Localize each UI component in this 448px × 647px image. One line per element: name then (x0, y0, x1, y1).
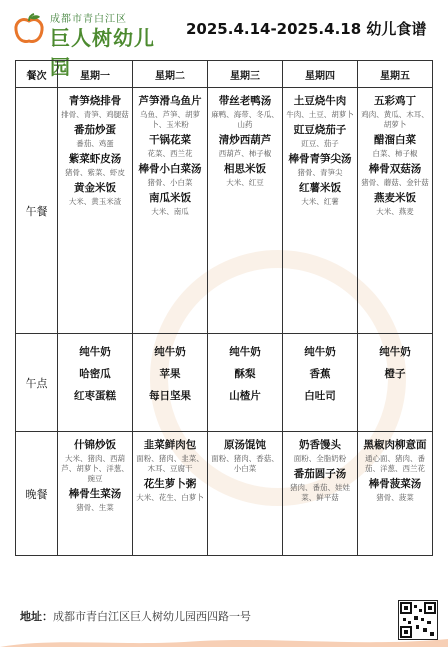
dish-name: 燕麦米饭 (374, 192, 416, 204)
footer (0, 596, 448, 647)
dish-ingredients: 西葫芦、柿子椒 (218, 149, 272, 158)
dinner-cell-wed (208, 432, 283, 556)
dish-ingredients: 猪骨、蘑菇、金针菇 (361, 178, 429, 187)
page-title: 2025.4.14-2025.4.18 幼儿食谱 (186, 20, 427, 38)
snack-item: 白吐司 (304, 390, 336, 402)
day-header: 星期五 (358, 61, 433, 88)
lunch-cell-thu (283, 88, 358, 334)
dish-ingredients: 面粉、全脂奶粉 (293, 454, 347, 463)
snack-item: 纯牛奶 (304, 346, 336, 358)
dish-ingredients: 猪骨、小白菜 (147, 178, 193, 187)
snack-item: 酥梨 (234, 368, 256, 380)
dish-ingredients: 牛肉、土豆、胡萝卜 (286, 110, 354, 119)
dish-ingredients: 猪骨、紫菜、虾皮 (65, 168, 125, 177)
dish-ingredients: 面粉、猪肉、韭菜、木耳、豆腐干 (136, 454, 204, 473)
dish-name: 棒骨双菇汤 (368, 163, 422, 175)
day-header: 星期三 (208, 61, 283, 88)
address-text: 成都市青白江区巨人树幼儿园西四路一号 (53, 610, 251, 623)
snack-item: 哈密瓜 (79, 368, 111, 380)
snack-item: 红枣蛋糕 (74, 390, 116, 402)
address-line (20, 608, 251, 624)
dish-name: 棒骨小白菜汤 (138, 163, 202, 175)
lunch-cell-wed (208, 88, 283, 334)
dish-ingredients: 大米、红薯 (301, 197, 339, 206)
logo-name: 巨人树幼儿园 (50, 26, 155, 79)
header-row (16, 61, 433, 88)
dish-ingredients: 鸡肉、黄瓜、木耳、胡萝卜 (361, 110, 429, 129)
dinner-cell-mon (58, 432, 133, 556)
dish-name: 五彩鸡丁 (374, 95, 416, 107)
dish-ingredients: 大米、红豆 (226, 178, 264, 187)
dish-name: 棒骨菠菜汤 (368, 478, 422, 490)
logo-subtitle: 成都市青白江区 (50, 14, 127, 25)
dish-name: 青笋烧排骨 (68, 95, 122, 107)
snack-item: 橙子 (384, 368, 406, 380)
dish-name: 土豆烧牛肉 (293, 95, 347, 107)
snack-cell-thu (283, 334, 358, 432)
dish-name: 番茄炒蛋 (74, 124, 116, 136)
dinner-cell-thu (283, 432, 358, 556)
dish-ingredients: 猪肉、番茄、娃娃菜、鲜平菇 (290, 483, 350, 502)
snack-item: 纯牛奶 (229, 346, 261, 358)
menu-table (15, 60, 433, 556)
dish-ingredients: 大米、南瓜 (151, 207, 189, 216)
snack-item: 山楂片 (229, 390, 261, 402)
day-header: 星期一 (58, 61, 133, 88)
dish-name: 黑椒肉柳意面 (363, 439, 427, 451)
dinner-cell-fri (358, 432, 433, 556)
snack-cell-fri (358, 334, 433, 432)
snack-cell-mon (58, 334, 133, 432)
dish-ingredients: 番茄、鸡蛋 (76, 139, 114, 148)
snack-cell-tue (133, 334, 208, 432)
snack-item: 纯牛奶 (154, 346, 186, 358)
dish-name: 什锦炒饭 (74, 439, 116, 451)
dish-name: 韭菜鲜肉包 (143, 439, 197, 451)
lunch-cell-fri (358, 88, 433, 334)
snack-item: 纯牛奶 (379, 346, 411, 358)
dish-name: 紫菜虾皮汤 (68, 153, 122, 165)
meal-label: 晚餐 (16, 432, 58, 556)
dish-ingredients: 通心面、猪肉、番茄、洋葱、西兰花 (365, 454, 425, 473)
dish-name: 原汤馄饨 (224, 439, 266, 451)
snack-item: 每日坚果 (149, 390, 191, 402)
dish-ingredients: 排骨、青笋、鸡腿菇 (61, 110, 129, 119)
dish-name: 奶香馒头 (299, 439, 341, 451)
address-label: 地址： (20, 610, 53, 623)
dish-ingredients: 白菜、柿子椒 (372, 149, 418, 158)
corner-header: 餐次 (16, 61, 58, 88)
dish-ingredients: 猪骨、青笋尖 (297, 168, 343, 177)
dish-name: 棒骨生菜汤 (68, 488, 122, 500)
dish-name: 带丝老鸭汤 (218, 95, 272, 107)
meal-label: 午点 (16, 334, 58, 432)
dish-name: 花生萝卜粥 (143, 478, 197, 490)
dish-name: 清炒西葫芦 (218, 134, 272, 146)
dish-ingredients: 大米、花生、白萝卜 (136, 493, 204, 502)
meal-label: 午餐 (16, 88, 58, 334)
dish-name: 棒骨青笋尖汤 (288, 153, 352, 165)
dinner-cell-tue (133, 432, 208, 556)
dish-ingredients: 麻鸭、海带、冬瓜、山药 (211, 110, 279, 129)
dish-ingredients: 豇豆、茄子 (301, 139, 339, 148)
dish-name: 相思米饭 (224, 163, 266, 175)
dish-ingredients: 大米、猪肉、西葫芦、胡萝卜、洋葱、豌豆 (61, 454, 129, 483)
lunch-cell-tue (133, 88, 208, 334)
dish-ingredients: 乌鱼、芦笋、胡萝卜、玉米粉 (140, 110, 200, 129)
dish-name: 红薯米饭 (299, 182, 341, 194)
dish-ingredients: 花菜、西兰花 (147, 149, 193, 158)
dish-ingredients: 猪骨、生菜 (76, 503, 114, 512)
snack-item: 香蕉 (309, 368, 331, 380)
apple-logo-icon (12, 12, 46, 46)
snack-item: 纯牛奶 (79, 346, 111, 358)
dinner-row (16, 432, 433, 556)
snack-item: 苹果 (159, 368, 181, 380)
snack-row (16, 334, 433, 432)
dish-name: 豇豆烧茄子 (293, 124, 347, 136)
dish-name: 芦笋滑乌鱼片 (138, 95, 202, 107)
dish-ingredients: 大米、黄玉米渣 (68, 197, 122, 206)
dish-name: 干锅花菜 (149, 134, 191, 146)
dish-ingredients: 面粉、猪肉、香菇、小白菜 (211, 454, 279, 473)
dish-ingredients: 猪骨、菠菜 (376, 493, 414, 502)
lunch-row (16, 88, 433, 334)
day-header: 星期二 (133, 61, 208, 88)
dish-ingredients: 大米、燕麦 (376, 207, 414, 216)
dish-name: 番茄圆子汤 (293, 468, 347, 480)
snack-cell-wed (208, 334, 283, 432)
dish-name: 南瓜米饭 (149, 192, 191, 204)
dish-name: 黄金米饭 (74, 182, 116, 194)
footer-wave-decoration (0, 637, 448, 647)
dish-name: 醋溜白菜 (374, 134, 416, 146)
qr-code-icon (398, 600, 438, 640)
lunch-cell-mon (58, 88, 133, 334)
day-header: 星期四 (283, 61, 358, 88)
